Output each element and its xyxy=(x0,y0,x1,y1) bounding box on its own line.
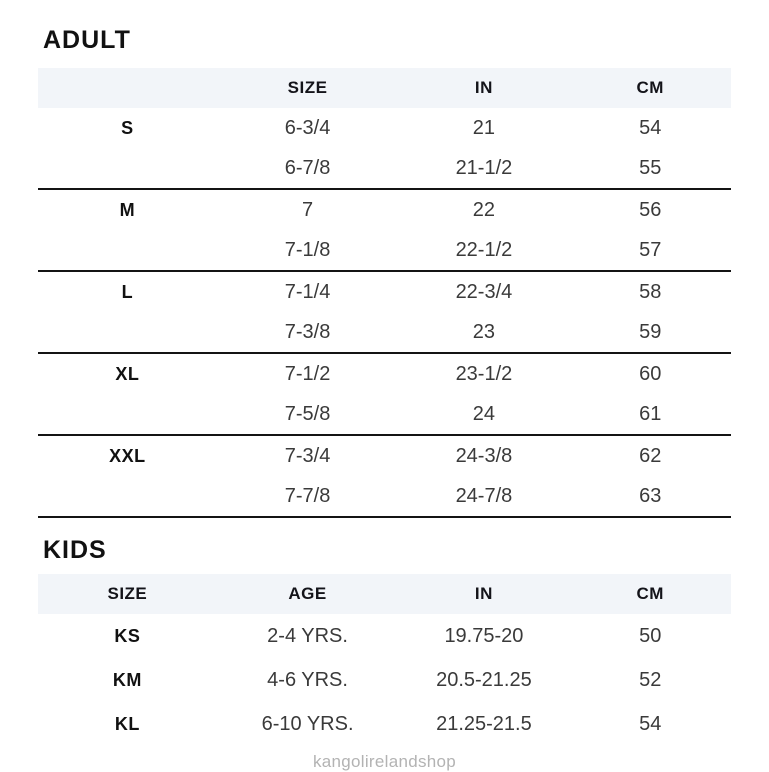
in-value: 23 xyxy=(472,320,496,343)
adult-table-header-row xyxy=(38,68,731,108)
cm-value: 60 xyxy=(639,362,662,385)
in-value: 23-1/2 xyxy=(455,362,513,385)
size-value: 6-3/4 xyxy=(284,116,331,139)
size-label: S xyxy=(121,117,134,138)
cm-value: 56 xyxy=(639,198,662,221)
size-value: 7-3/4 xyxy=(284,444,331,467)
kids-header-age: AGE xyxy=(288,584,327,603)
cm-value: 62 xyxy=(639,444,662,467)
cm-value: 50 xyxy=(639,624,662,647)
in-value: 24-3/8 xyxy=(455,444,513,467)
size-value: 7-1/4 xyxy=(284,280,331,303)
size-label: XL xyxy=(115,363,140,384)
in-value: 22 xyxy=(472,198,496,221)
size-value: 6-7/8 xyxy=(284,156,331,179)
table-row xyxy=(38,312,731,352)
cm-value: 52 xyxy=(639,668,662,691)
size-label: KL xyxy=(114,713,140,734)
size-label: KM xyxy=(112,669,142,690)
table-row xyxy=(38,108,731,148)
in-value: 22-3/4 xyxy=(455,280,513,303)
table-row xyxy=(38,190,731,230)
table-row xyxy=(38,436,731,476)
size-value: 7-1/2 xyxy=(284,362,331,385)
table-row xyxy=(38,614,731,658)
age-value: 6-10 YRS. xyxy=(261,712,354,735)
size-label: KS xyxy=(114,625,141,646)
adult-header-in: IN xyxy=(474,78,493,97)
cm-value: 61 xyxy=(639,402,662,425)
kids-size-table xyxy=(38,574,731,746)
table-row xyxy=(38,230,731,270)
cm-value: 63 xyxy=(639,484,662,507)
table-row xyxy=(38,272,731,312)
in-value: 20.5-21.25 xyxy=(436,668,532,691)
kids-table-header-row xyxy=(38,574,731,614)
cm-value: 54 xyxy=(639,116,662,139)
in-value: 24 xyxy=(472,402,496,425)
adult-header-cm: CM xyxy=(636,78,664,97)
adult-size-group-xl xyxy=(38,354,731,436)
in-value: 22-1/2 xyxy=(455,238,513,261)
size-value: 7 xyxy=(302,198,314,221)
adult-header-size: SIZE xyxy=(287,78,328,97)
kids-header-in: IN xyxy=(474,584,493,603)
in-value: 24-7/8 xyxy=(455,484,513,507)
age-value: 2-4 YRS. xyxy=(267,624,348,647)
adult-size-table xyxy=(38,68,731,518)
adult-size-group-s xyxy=(38,108,731,190)
age-value: 4-6 YRS. xyxy=(267,668,348,691)
table-row xyxy=(38,354,731,394)
size-value: 7-3/8 xyxy=(284,320,331,343)
size-value: 7-1/8 xyxy=(284,238,331,261)
in-value: 21 xyxy=(472,116,496,139)
cm-value: 54 xyxy=(639,712,662,735)
kids-section-title: KIDS xyxy=(43,536,107,564)
adult-size-group-l xyxy=(38,272,731,354)
table-row xyxy=(38,702,731,746)
table-row xyxy=(38,148,731,188)
cm-value: 55 xyxy=(639,156,662,179)
adult-size-group-m xyxy=(38,190,731,272)
table-row xyxy=(38,476,731,516)
size-value: 7-5/8 xyxy=(284,402,331,425)
site-watermark: kangolirelandshop xyxy=(312,752,457,771)
kids-header-cm: CM xyxy=(636,584,664,603)
in-value: 19.75-20 xyxy=(444,624,524,647)
in-value: 21-1/2 xyxy=(455,156,513,179)
size-label: XXL xyxy=(109,445,146,466)
size-label: L xyxy=(121,281,134,302)
adult-section-title: ADULT xyxy=(43,26,131,54)
cm-value: 59 xyxy=(639,320,662,343)
in-value: 21.25-21.5 xyxy=(436,712,532,735)
size-value: 7-7/8 xyxy=(284,484,331,507)
cm-value: 58 xyxy=(639,280,662,303)
kids-header-size: SIZE xyxy=(107,584,148,603)
adult-size-group-xxl xyxy=(38,436,731,518)
table-row xyxy=(38,394,731,434)
table-row xyxy=(38,658,731,702)
size-label: M xyxy=(119,199,136,220)
cm-value: 57 xyxy=(639,238,662,261)
